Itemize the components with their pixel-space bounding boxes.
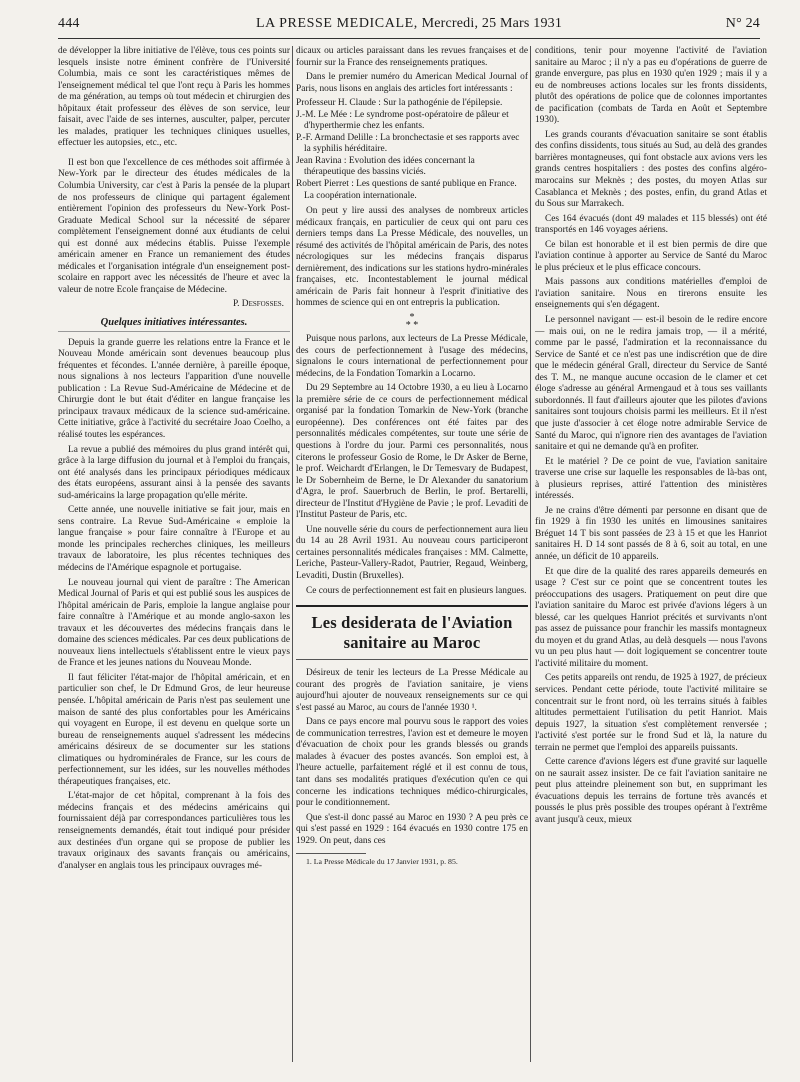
list-item: Robert Pierret : Les questions de santé publique en France. La coopération internationale. <box>296 179 517 201</box>
list-item: Professeur H. Claude : Sur la pathogénie de l'épilepsie. <box>296 98 503 109</box>
paragraph: Une nouvelle série du cours de perfectionnement aura lieu du 14 au 28 Avril 1931. Au nouveau cours participeront certaines personnalités médicales françaises : MM. Calmette, Leriche, Pasteur-Vallery-Radot, Pautrier, Regaud, Weinberg, Levaditi, Dustin (Bruxelles). <box>296 524 528 581</box>
paragraph: Ces 164 évacués (dont 49 malades et 115 blessés) ont été transportés en 146 voyages aériens. <box>535 213 767 236</box>
paragraph: Le nouveau journal qui vient de paraître : The American Medical Journal of Paris et qui est publié sous les auspices de l'hôpital américain de Paris, emploie la langue anglaise pour faire connaître à l'Amérique et au monde anglo-saxon les travaux et les découvertes des médecins français dans le domaine des sciences médicales. Par ces deux publications de nouveaux liens intellectuels s'établissent entre le vieux pays de France et les jeunes nations du Nouveau Monde. <box>58 577 290 669</box>
paragraph: Dans ce pays encore mal pourvu sous le rapport des voies de communication terrestres, l'avion est et demeure le moyen d'évacuation de choix pour les grands blessés ou grands malades à évacuer des postes avancés. Son emploi est, à l'heure actuelle, parfaitement réglé et il est connu de tous, tant dans ses modalités pratiques d'exécution qu'en ce qui concerne les indications techniques médico-chirurgicales, pour le conditionnement. <box>296 717 528 809</box>
column-divider <box>292 46 293 1062</box>
footnote: 1. La Presse Médicale du 17 Janvier 1931, p. 85. <box>306 857 458 867</box>
paragraph: L'état-major de cet hôpital, comprenant à la fois des médecins français et des médecins américains qui fournissaient déjà par correspondances particulières tous les renseignements demandés, était tout indiqué pour présider aux destinées d'un organe qui se propose de publier les travaux originaux des savants français ou américains, d'analyser en anglais tous les principaux ouvrages mé- <box>58 791 290 871</box>
header-rule <box>58 38 760 39</box>
paragraph: On peut y lire aussi des analyses de nombreux articles médicaux français, en particulier de ceux qui ont paru ces derniers temps dans La Presse Médicale, des nouvelles, un résumé des activités de l'hôpital américain de Paris, des notes nécrologiques sur les médecins français disparus dernièrement, des indications sur les stations hydro-minérales françaises, etc. Incontestablement le journal médical américain de Paris fait honneur à l'esprit d'initiative des hommes de science qui en ont entrepris la publication. <box>296 206 528 309</box>
article-list <box>296 98 528 202</box>
article-title: Les desiderata de l'Aviation sanitaire au Maroc <box>296 605 528 660</box>
list-item: P.-F. Armand Delille : La bronchectasie et ses rapports avec la syphilis héréditaire. <box>296 132 520 155</box>
paragraph: Ce bilan est honorable et il est bien permis de dire que l'aviation continue à apporter au Service de Santé du Maroc le plus précieux et le plus efficace concours. <box>535 239 767 273</box>
column-1 <box>58 46 290 1056</box>
star-top: * <box>409 312 415 324</box>
list-item: J.-M. Le Mée : Le syndrome post-opératoire de pâleur et d'hyperthermie chez les enfants. <box>296 109 509 132</box>
paragraph: Que s'est-il donc passé au Maroc en 1930 ? A peu près ce qui s'est passé en 1929 : 164 évacués en 1930 contre 175 en 1929. On peut, dans ces <box>296 812 528 846</box>
paragraph: conditions, tenir pour moyenne l'activité de l'aviation sanitaire au Maroc ; il n'y a pas eu d'opérations de guerre de grande envergure, pas plus en 1930 qu'en 1929 ; mais il y a eu de nombreuses actions locales sur les fronts dissidents, plutôt des opérations de police que de colonnes importantes de pacification (combats de Tarda en Août et Septembre 1930). <box>535 46 767 126</box>
paragraph: Et que dire de la qualité des rares appareils demeurés en usage ? C'est sur ce point que se concentrent toutes les préoccupations des usagers. Pratiquement on peut dire que l'aviation sanitaire du Maroc est privée d'avions légers à un blessé, car les quelques Hanriot précités et survivants n'ont pas assez de puissance pour franchir les massifs montagneux du moyen et du grand Atlas, au delà desquels — nous l'avons vu un peu plus haut — doit logiquement se concentrer toute l'activité militaire du moment. <box>535 566 767 669</box>
column-3 <box>535 46 767 1060</box>
paragraph: dicaux ou articles paraissant dans les revues françaises et de fournir sur la France des renseignements pratiques. <box>296 46 528 68</box>
paragraph: Les grands courants d'évacuation sanitaire se sont établis des confins dissidents, tous situés au Sud, au delà des grandes barrières montagneuses, qui font obstacle aux avions vers les grands centres hospitaliers : des postes des confins algéro-marocains sur Meknès ; des postes, du moyen Atlas sur Casablanca et Meknès ; des postes, enfin, du grand Atlas et du Sous sur Marrakech. <box>535 129 767 210</box>
paragraph: Désireux de tenir les lecteurs de La Presse Médicale au courant des progrès de l'aviation sanitaire, je viens aujourd'hui ajouter de nouveaux renseignements sur ce qui s'est passé au Maroc, au cours de l'année 1930 ¹. <box>296 668 528 713</box>
paragraph: Cette année, une nouvelle initiative se fait jour, mais en sens contraire. La Revue Sud-Américaine « emploie la langue française » pour faire connaître à l'Europe et au monde les principales recherches cliniques, les meilleurs travaux de laboratoire, les plus récentes techniques des médecins de l'Amérique espagnole et portugaise. <box>58 505 290 573</box>
paragraph: Il est bon que l'excellence de ces méthodes soit affirmée à New-York par le directeur des études médicales de la Columbia University, car c'est à Paris la pensée de la plupart de nos professeurs de clinique qui partagent également entièrement l'opinion des professeurs du New-York Post-Graduate Medical School sur la nécessité de séparer complètement l'enseignement donné aux étudiants de celui qui est donné aux médecins établis. Puisse l'exemple américain amener en France un remaniement des études médicales et l'organisation intégrale d'un enseignement post-scolaire en rapport avec les nécessités de l'heure et avec la valeur de notre Ecole française de Médecine. <box>58 157 290 295</box>
column-divider <box>530 46 531 1062</box>
star-bottom: * * <box>405 320 419 332</box>
paragraph: Ces petits appareils ont rendu, de 1925 à 1927, de précieux services. Pendant cette période, toute l'activité militaire se concentrait sur le front nord, où les terrains situés à faibles altitudes permettaient l'utilisation du petit Hanriot. Mais depuis 1927, la situation s'est complètement renversée ; l'activité s'est portée sur le frond Sud et là, la nature du terrain ne permet que l'emploi des appareils puissants. <box>535 673 767 753</box>
issue-number: N° 24 <box>725 16 760 31</box>
paragraph: de développer la libre initiative de l'élève, tous ces points sur lesquels insiste notre éminent confrère de l'Université Columbia, mais ce sont les caractéristiques mêmes de l'enseignement médical tel que l'ont reçu à Paris les hommes de ma génération, au temps où tout médecin et chirurgien des hôpitaux était professeur des élèves de son service, leur faisait, avec l'aide de ses internes, ausculter, palper, percuter les malades, pratiquer les techniques cliniques usuelles, effectuer les autopsies, etc., etc. <box>58 46 290 149</box>
paragraph: Mais passons aux conditions matérielles d'emploi de l'aviation sanitaire. Nous en tirerons ensuite les enseignements qui s'en dégagent. <box>535 277 767 311</box>
paragraph: Et le matériel ? De ce point de vue, l'aviation sanitaire traverse une crise sur laquelle les responsables de là-bas ont, à plusieurs reprises, attiré l'attention des ministères intéressés. <box>535 456 767 502</box>
page-number: 444 <box>58 16 80 31</box>
paragraph: Ce cours de perfectionnement est fait en plusieurs langues. <box>306 585 527 596</box>
paragraph: Le personnel navigant — est-il besoin de le redire encore — mais oui, on ne le redira jamais trop, — il a mérité, comme par le passé, l'admiration et la reconnaissance du Service de Santé et ce n'est pas une indiscrétion que de dire que le médecin général Grall, directeur du Service de Santé des T. M., ne manque aucune occasion de le clamer et cet éloge s'adresse au général Armengaud et à tous ses vaillants subordonnés. Il faut d'ailleurs ajouter que les pilotes d'avions sanitaires sont toujours choisis parmi les meilleurs. Et il n'est que juste d'associer à cet éloge notre admirable Service de Santé du Maroc, qui n'ignore rien des avantages de l'aviation sanitaire et qui ne demande qu'à en profiter. <box>535 315 767 453</box>
author-signature: P. Desfosses. <box>232 299 284 310</box>
paragraph: Il faut féliciter l'état-major de l'hôpital américain, et en particulier son chef, le Dr Edmund Gros, de leur heureuse pensée. L'hôpital américain de Paris n'est pas seulement une maison de santé des plus confortables pour les Américains qui voyagent en Europe, il est devenu en quelque sorte un bureau de renseignements auquel s'adressent les médecins américains désireux de se documenter sur les stations climatiques ou hydrominérales de France, sur les cours de perfectionnement, sur les idées, sur les nouvelles méthodes thérapeutiques françaises, etc. <box>58 672 290 787</box>
paragraph: Dans le premier numéro du American Medical Journal of Paris, nous lisons en anglais des articles fort intéressants : <box>296 72 528 94</box>
masthead-title: LA PRESSE MEDICALE, <box>255 16 418 31</box>
section-heading: Quelques initiatives intéressantes. <box>58 317 290 332</box>
paragraph: Depuis la grande guerre les relations entre la France et le Nouveau Monde américain sont devenues beaucoup plus fréquentes et fécondes. L'année dernière, à pareille époque, nous signalions à nos lecteurs l'apparition d'une nouvelle publication : La Revue Sud-Américaine de Médecine et de Chirurgie dont le but était d'éditer en langue française les principaux travaux médicaux de la science sud-américaine. Cette initiative, grâce à l'activité du secrétaire Joao Coelho, a réalisé toutes les espérances. <box>58 337 290 440</box>
paragraph: Du 29 Septembre au 14 Octobre 1930, a eu lieu à Locarno la première série de ce cours de perfectionnement médical organisé par la fondation Tomarkin de New-York (branche européenne). Des conférences ont été faites par des personnalités médicales compétentes, sur toute une série de questions à l'ordre du jour. Parmi ces personnalités, nous citerons le professeur Gosio de Rome, le Dr Asker de Berne, le prof. Weichardt d'Erlangen, le Dr Temesvary de Budapest, le Dr Sobernheim de Berne, le Dr Alexander du sanatorium d'Agra, le prof. Sauerbruch de Berlin, le prof. Bertarelli, directeur de l'Institut d'Hygiène de Pavie ; le prof. Levaditi de l'Institut Pasteur de Paris, etc. <box>296 383 528 521</box>
section-separator <box>296 314 528 330</box>
masthead <box>58 16 760 32</box>
footnote-rule <box>296 853 366 854</box>
issue-date: Mercredi, 25 Mars 1931 <box>421 16 563 31</box>
paragraph: Cette carence d'avions légers est d'une gravité sur laquelle on ne saurait assez insister. De ce fait l'aviation sanitaire ne peut plus atteindre pleinement son but, en supprimant les évacuations depuis les terrains de fortune très avancés et poussés le plus près possible des troupes opérant à l'extrême avant jusqu'à ceux, mieux <box>535 757 767 825</box>
paragraph: Je ne crains d'être démenti par personne en disant que de fin 1929 à fin 1930 les unités en limousines sanitaires Bréguet 14 T bis sont passées de 23 à 15 et que les Hanriot sanitaires H. D 14 sont passés de 8 à 6, soit au total, en une année, un déficit de 10 appareils. <box>535 505 767 562</box>
list-item: Jean Ravina : Evolution des idées concernant la thérapeutique des bassins viciés. <box>296 155 475 178</box>
column-2 <box>296 46 528 1060</box>
paragraph: La revue a publié des mémoires du plus grand intérêt qui, grâce à la large diffusion du journal et à l'emploi du français, ont été analysés dans les principaux périodiques médicaux des états européens, assurant ainsi à la pensée des savants sud-américains la large propagation qu'elle mérite. <box>58 444 290 501</box>
page-header <box>58 14 760 36</box>
paragraph: Puisque nous parlons, aux lecteurs de La Presse Médicale, des cours de perfectionnement à l'usage des médecins, signalons le cours international de perfectionnement pour médecins, de la Fondation Tomarkin a Locarno. <box>296 334 528 379</box>
